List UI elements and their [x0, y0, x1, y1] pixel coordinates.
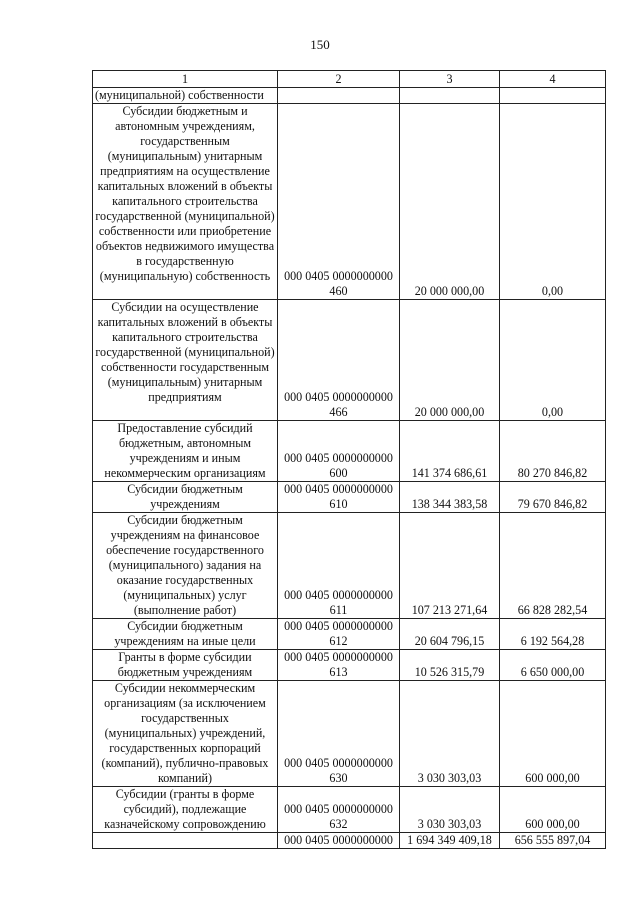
row-sum-2: 80 270 846,82	[500, 421, 606, 482]
row-sum-2: 6 650 000,00	[500, 650, 606, 681]
total-label	[93, 833, 278, 849]
row-sum-1: 20 000 000,00	[400, 300, 500, 421]
table-row	[93, 681, 606, 787]
row-name: Субсидии бюджетным учреждениям на иные цели	[93, 619, 278, 650]
header-row	[93, 71, 606, 88]
row-name: Субсидии некоммерческим организациям (за исключением государственных (муниципальных) учреждений, государственных корпораций (компаний), публично-правовых компаний)	[93, 681, 278, 787]
row-sum-1: 20 604 796,15	[400, 619, 500, 650]
row-sum-1: 3 030 303,03	[400, 787, 500, 833]
header-col-4: 4	[500, 71, 606, 88]
row-sum-1: 138 344 383,58	[400, 482, 500, 513]
row-code: 000 0405 0000000000 630	[278, 681, 400, 787]
row-sum-2: 0,00	[500, 104, 606, 300]
row-code: 000 0405 0000000000 632	[278, 787, 400, 833]
row-sum-2: 0,00	[500, 300, 606, 421]
budget-table	[92, 70, 606, 849]
row-sum-2: 66 828 282,54	[500, 513, 606, 619]
row-name: Предоставление субсидий бюджетным, автономным учреждениям и иным некоммерческим организациям	[93, 421, 278, 482]
row-name: Субсидии на осуществление капитальных вложений в объекты капитального строительства государственной (муниципальной) собственности государственным (муниципальным) унитарным предприятиям	[93, 300, 278, 421]
header-col-2: 2	[278, 71, 400, 88]
continuation-text: (муниципальной) собственности	[93, 88, 278, 104]
header-col-1: 1	[93, 71, 278, 88]
row-sum-1: 107 213 271,64	[400, 513, 500, 619]
row-code: 000 0405 0000000000 600	[278, 421, 400, 482]
table-row	[93, 482, 606, 513]
row-sum-1: 20 000 000,00	[400, 104, 500, 300]
row-name: Субсидии бюджетным учреждениям на финансовое обеспечение государственного (муниципального) задания на оказание государственных (муниципальных) услуг (выполнение работ)	[93, 513, 278, 619]
row-code: 000 0405 0000000000 460	[278, 104, 400, 300]
table-row	[93, 421, 606, 482]
row-code: 000 0405 0000000000 613	[278, 650, 400, 681]
row-sum-1: 10 526 315,79	[400, 650, 500, 681]
header-col-3: 3	[400, 71, 500, 88]
total-sum-2: 656 555 897,04	[500, 833, 606, 849]
row-sum-2: 6 192 564,28	[500, 619, 606, 650]
table-row	[93, 619, 606, 650]
page-number: 150	[310, 37, 330, 52]
table-row	[93, 787, 606, 833]
total-row	[93, 833, 606, 849]
total-code: 000 0405 0000000000	[278, 833, 400, 849]
table-row	[93, 104, 606, 300]
row-name: Субсидии бюджетным учреждениям	[93, 482, 278, 513]
total-sum-1: 1 694 349 409,18	[400, 833, 500, 849]
row-code: 000 0405 0000000000 611	[278, 513, 400, 619]
table-row	[93, 650, 606, 681]
row-sum-1: 141 374 686,61	[400, 421, 500, 482]
row-sum-2: 600 000,00	[500, 681, 606, 787]
continuation-row	[93, 88, 606, 104]
row-code: 000 0405 0000000000 612	[278, 619, 400, 650]
row-code: 000 0405 0000000000 610	[278, 482, 400, 513]
table-row	[93, 513, 606, 619]
row-name: Гранты в форме субсидии бюджетным учреждениям	[93, 650, 278, 681]
row-sum-2: 79 670 846,82	[500, 482, 606, 513]
row-name: Субсидии бюджетным и автономным учреждениям, государственным (муниципальным) унитарным предприятиям на осуществление капитальных вложений в объекты капитального строительства государственной (муниципальной) собственности или приобретение объектов недвижимого имущества в государственную (муниципальную) собственность	[93, 104, 278, 300]
row-name: Субсидии (гранты в форме субсидий), подлежащие казначейскому сопровождению	[93, 787, 278, 833]
row-sum-1: 3 030 303,03	[400, 681, 500, 787]
table-row	[93, 300, 606, 421]
row-code: 000 0405 0000000000 466	[278, 300, 400, 421]
row-sum-2: 600 000,00	[500, 787, 606, 833]
